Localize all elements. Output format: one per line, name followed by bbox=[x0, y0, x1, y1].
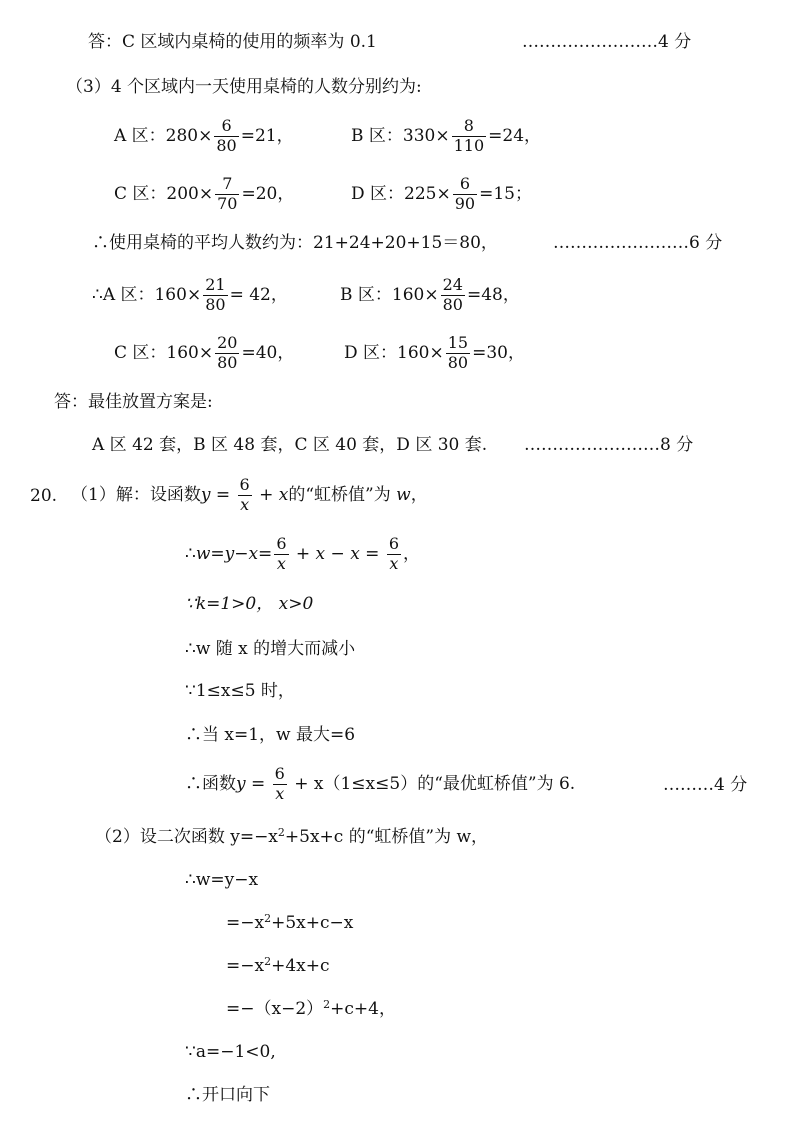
alloc-b bbox=[340, 277, 520, 314]
alloc-a-label: ∴A 区：160× bbox=[92, 284, 202, 305]
step-1: ∴w=y−x bbox=[185, 870, 259, 890]
step-3: $=-x^2+4x+c$ bbox=[226, 955, 330, 976]
calc-c-label: C 区：200× bbox=[114, 183, 214, 204]
calc-d-result: =15； bbox=[479, 183, 532, 204]
alloc-c-result: =40， bbox=[241, 342, 295, 363]
w-max: ∴当 x=1，w 最大=6 bbox=[185, 725, 356, 745]
score-8: ……………………8 分 bbox=[524, 435, 694, 455]
score-6: ……………………6 分 bbox=[553, 233, 723, 253]
fraction: $\frac{6}{x}$ bbox=[274, 764, 285, 803]
step-4: $=-(x-2)^2+c+4$， bbox=[226, 998, 396, 1019]
fraction: $\frac{8}{110}$ bbox=[453, 116, 485, 155]
calc-c bbox=[114, 176, 294, 213]
step-2: $=-x^2+5x+c-x$ bbox=[226, 912, 354, 933]
opens-downward: ∴开口向下 bbox=[185, 1085, 270, 1105]
question-20-part-2: （2）设二次函数 $y=-x^2+5x+c$ 的“虹桥值”为 w， bbox=[95, 826, 489, 847]
alloc-d-label: D 区：160× bbox=[344, 342, 444, 363]
alloc-c bbox=[114, 335, 294, 372]
average-line: ∴使用桌椅的平均人数约为：21+24+20+15＝80， bbox=[92, 233, 498, 253]
calc-a bbox=[114, 118, 294, 155]
score-4-second: ………4 分 bbox=[663, 775, 748, 795]
question-20-number: 20. bbox=[30, 486, 58, 506]
answer-best-plan: 答：最佳放置方案是: bbox=[54, 392, 213, 412]
fraction: $\frac{6}{90}$ bbox=[454, 174, 476, 213]
fraction: $\frac{6}{x}$ bbox=[276, 534, 287, 573]
calc-a-label: A 区：280× bbox=[114, 125, 213, 146]
question-20-statement: （1）解：设函数y = $\frac{6}{x}$ + x的“虹桥值”为 w， bbox=[71, 475, 428, 514]
alloc-a-result: = 42， bbox=[229, 284, 288, 305]
w-decreasing: ∴w 随 x 的增大而减小 bbox=[185, 639, 356, 659]
a-negative: ∵a=−1<0, bbox=[185, 1042, 276, 1062]
fraction: $\frac{6}{x}$ bbox=[388, 534, 400, 573]
fraction: $\frac{24}{80}$ bbox=[442, 275, 463, 314]
question-3-intro: （3）4 个区域内一天使用桌椅的人数分别约为: bbox=[66, 77, 422, 97]
calc-c-result: =20， bbox=[241, 183, 295, 204]
best-plan-detail: A 区 42 套，B 区 48 套，C 区 40 套，D 区 30 套. bbox=[92, 435, 488, 455]
w-derivation: ∴w=y−x= $\frac{6}{x}$ + x − x = $\frac{6}{x}$ ， bbox=[185, 534, 421, 573]
calc-b bbox=[351, 118, 541, 155]
calc-b-result: =24， bbox=[488, 125, 542, 146]
calc-b-label: B 区：330× bbox=[351, 125, 450, 146]
alloc-a bbox=[92, 277, 288, 314]
optimal-value-line: ∴函数y = $\frac{6}{x}$ + x（1≤x≤5）的“最优虹桥值”为 6. bbox=[185, 764, 576, 803]
fraction: $\frac{6}{x}$ bbox=[239, 475, 250, 514]
alloc-b-label: B 区：160× bbox=[340, 284, 439, 305]
calc-d-label: D 区：225× bbox=[351, 183, 451, 204]
fraction: $\frac{7}{70}$ bbox=[217, 174, 238, 213]
answer-c-frequency: 答：C 区域内桌椅的使用的频率为 0.1 bbox=[88, 32, 377, 52]
calc-d bbox=[351, 176, 532, 213]
k-condition: ∵k=1>0， x>0 bbox=[185, 594, 314, 614]
alloc-d bbox=[344, 335, 525, 372]
alloc-b-result: =48， bbox=[466, 284, 520, 305]
alloc-c-label: C 区：160× bbox=[114, 342, 214, 363]
fraction: $\frac{15}{80}$ bbox=[447, 333, 469, 372]
fraction: $\frac{6}{80}$ bbox=[216, 116, 237, 155]
x-range: ∵1≤x≤5 时， bbox=[185, 681, 295, 701]
calc-a-result: =21， bbox=[240, 125, 294, 146]
fraction: $\frac{21}{80}$ bbox=[205, 275, 226, 314]
alloc-d-result: =30， bbox=[472, 342, 525, 363]
fraction: $\frac{20}{80}$ bbox=[217, 333, 238, 372]
score-4-first: ……………………4 分 bbox=[522, 32, 692, 52]
